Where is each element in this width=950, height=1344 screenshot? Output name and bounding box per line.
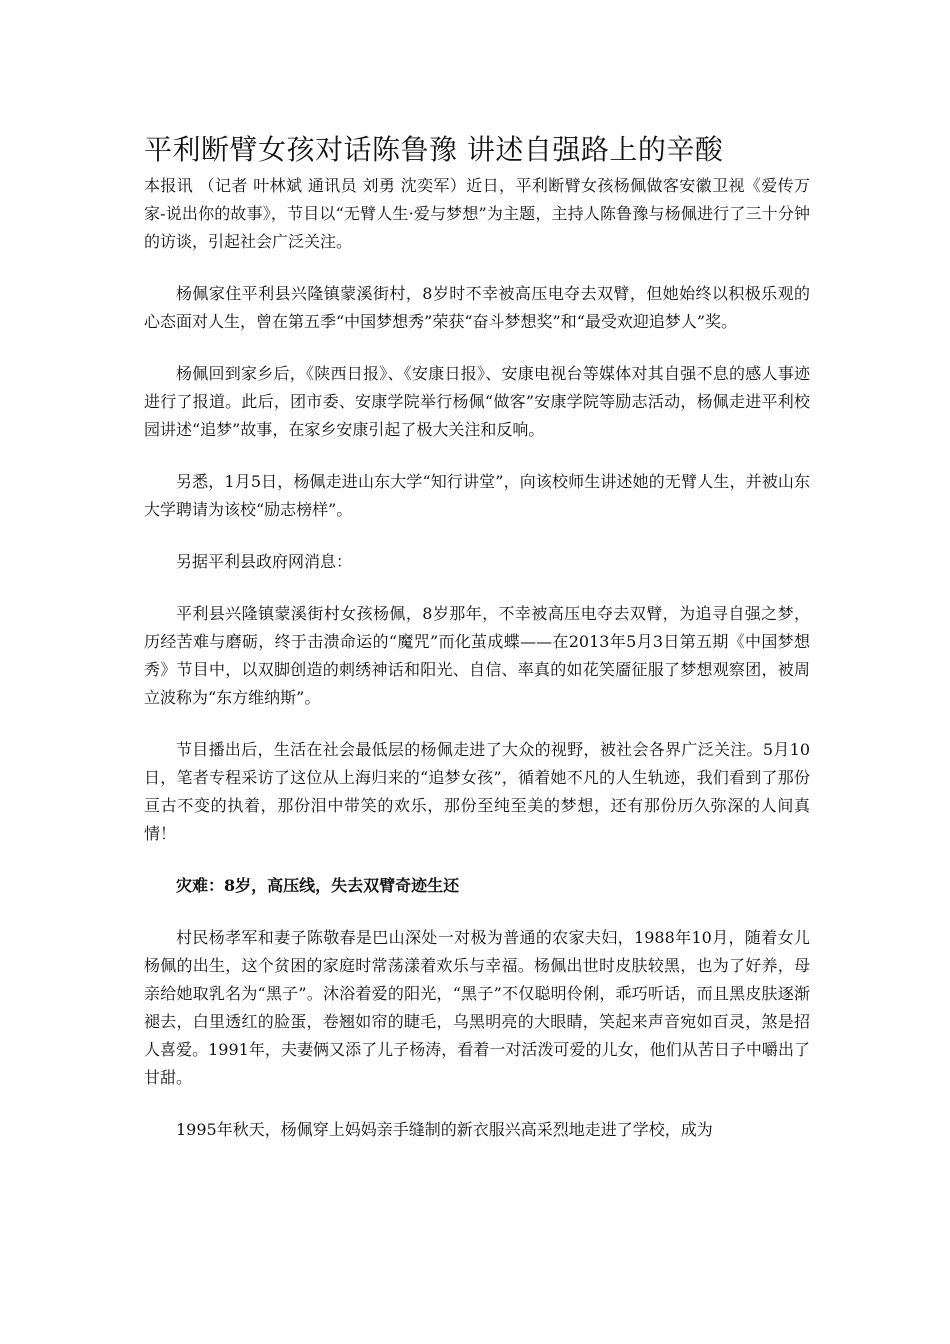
article <box>144 128 810 1144</box>
article-paragraph: 杨佩家住平利县兴隆镇蒙溪街村，8岁时不幸被高压电夺去双臂，但她始终以积极乐观的心态面对人生，曾在第五季“中国梦想秀”荣获“奋斗梦想奖”和“最受欢迎追梦人”奖。 <box>144 284 810 331</box>
article-paragraph: 杨佩回到家乡后，《陕西日报》、《安康日报》、安康电视台等媒体对其自强不息的感人事迹进行了报道。此后，团市委、安康学院举行杨佩“做客”安康学院等励志活动，杨佩走进平利校园讲述“追梦”故事，在家乡安康引起了极大关注和反响。 <box>144 364 810 439</box>
section-heading: 灾难：8岁，高压线，失去双臂奇迹生还 <box>176 876 460 895</box>
article-title: 平利断臂女孩对话陈鲁豫 讲述自强路上的辛酸 <box>144 133 724 166</box>
article-paragraph: 另悉，1月5日，杨佩走进山东大学“知行讲堂”，向该校师生讲述她的无臂人生，并被山东大学聘请为该校“励志榜样”。 <box>144 472 810 519</box>
section-paragraph: 村民杨孝军和妻子陈敬春是巴山深处一对极为普通的农家夫妇，1988年10月，随着女儿杨佩的出生，这个贫困的家庭时常荡漾着欢乐与幸福。杨佩出世时皮肤较黑，也为了好养，母亲给她取乳名为“黑子”。沐浴着爱的阳光，“黑子”不仅聪明伶俐，乖巧听话，而且黑皮肤逐渐褪去，白里透红的脸蛋，卷翘如帘的睫毛，乌黑明亮的大眼睛，笑起来声音宛如百灵，煞是招人喜爱。1991年，夫妻俩又添了儿子杨涛，看着一对活泼可爱的儿女，他们从苦日子中嚼出了甘甜。 <box>144 928 810 1087</box>
article-lead: 本报讯 （记者 叶林斌 通讯员 刘勇 沈奕军）近日，平利断臂女孩杨佩做客安徽卫视《爱传万家-说出你的故事》，节目以“无臂人生·爱与梦想”为主题，主持人陈鲁豫与杨佩进行了三十分钟的访谈，引起社会广泛关注。 <box>144 176 810 251</box>
article-paragraph: 平利县兴隆镇蒙溪街村女孩杨佩，8岁那年，不幸被高压电夺去双臂，为追寻自强之梦，历经苦难与磨砺，终于击溃命运的“魔咒”而化茧成蝶——在2013年5月3日第五期《中国梦想秀》节目中，以双脚创造的刺绣神话和阳光、自信、率真的如花笑靥征服了梦想观察团，被周立波称为“东方维纳斯”。 <box>144 604 810 707</box>
article-paragraph: 节目播出后，生活在社会最低层的杨佩走进了大众的视野，被社会各界广泛关注。5月10日，笔者专程采访了这位从上海归来的“追梦女孩”，循着她不凡的人生轨迹，我们看到了那份亘古不变的执着，那份泪中带笑的欢乐，那份至纯至美的梦想，还有那份历久弥深的人间真情！ <box>144 740 810 843</box>
article-paragraph: 另据平利县政府网消息： <box>176 552 353 571</box>
section-paragraph: 1995年秋天，杨佩穿上妈妈亲手缝制的新衣服兴高采烈地走进了学校，成为 <box>176 1120 713 1139</box>
